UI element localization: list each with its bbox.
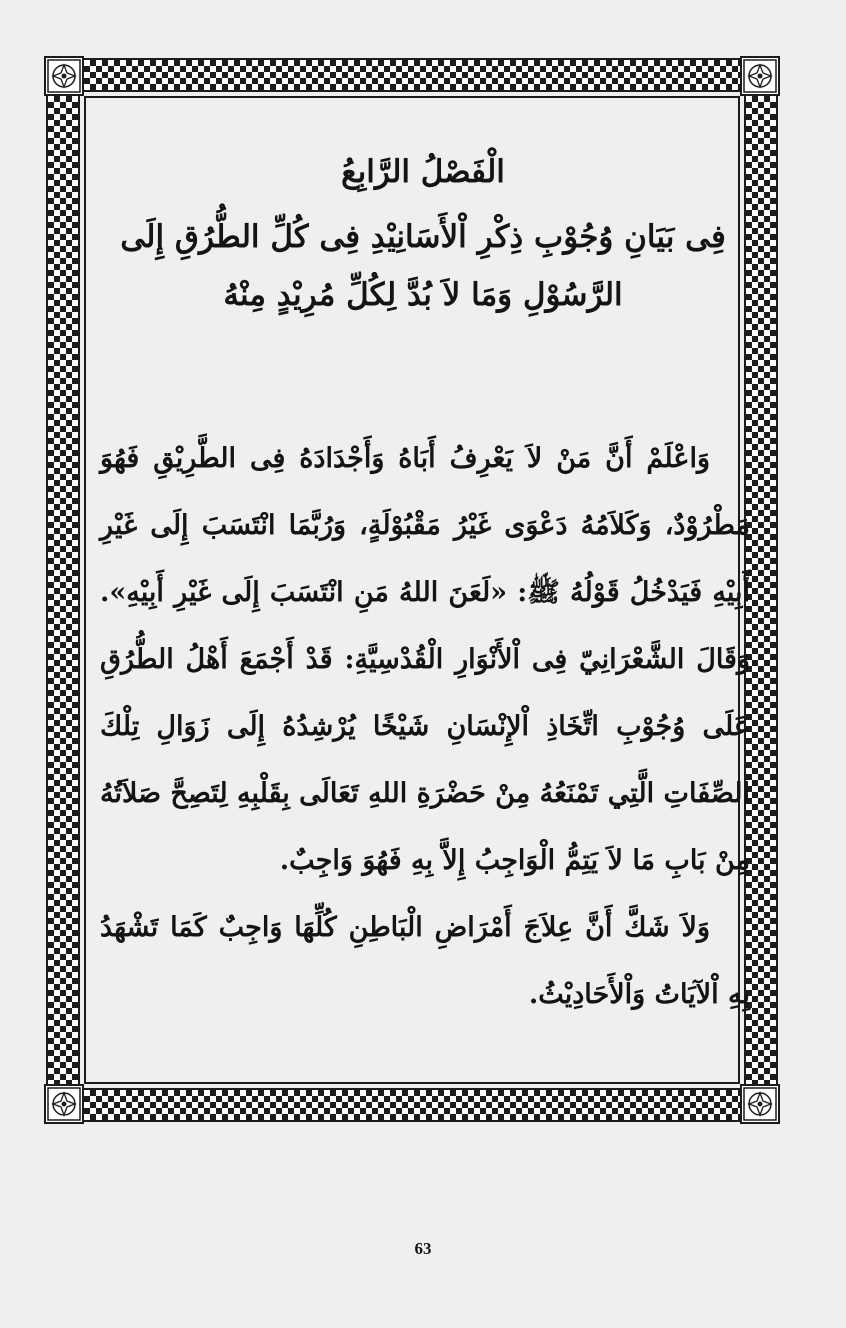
chapter-title: الْفَصْلُ الرَّابِعُ <box>341 154 505 190</box>
paragraph: وَاعْلَمْ أَنَّ مَنْ لاَ يَعْرِفُ أَبَاهُ وَأَجْدَادَهُ فِى الطَّرِيْقِ فَهُوَ مَطْرُوْدٌ، وَكَلاَمُهُ دَعْوَى غَيْرُ مَقْبُوْلَةٍ، وَرُبَّمَا انْتَسَبَ إِلَى غَيْرِ أَبِيْهِ فَيَدْخُلُ قَوْلُهُ ﷺ: «لَعَنَ اللهُ مَنِ انْتَسَبَ إِلَى غَيْرِ أَبِيْهِ». وَقَالَ الشَّعْرَانِيّ فِى اْلأَنْوَارِ الْقُدْسِيَّةِ: قَدْ أَجْمَعَ أَهْلُ الطُّرُقِ عَلَى وُجُوْبِ اتِّخَاذِ اْلإِنْسَانِ شَيْخًا يُرْشِدُهُ إِلَى زَوَالِ تِلْكَ الصِّفَاتِ الَّتِي تَمْنَعُهُ مِنْ حَضْرَةِ اللهِ تَعَالَى بِقَلْبِهِ لِتَصِحَّ صَلاَتُهُ مِنْ بَابِ مَا لاَ يَتِمُّ الْوَاجِبُ إِلاَّ بِهِ فَهُوَ وَاجِبٌ. <box>100 443 750 876</box>
chapter-subtitle: فِى بَيَانِ وُجُوْبِ ذِكْرِ اْلأَسَانِيْدِ فِى كُلِّ الطُّرُقِ إِلَى الرَّسُوْلِ وَمَا لاَ بُدَّ لِكُلِّ مُرِيْدٍ مِنْهُ <box>120 219 726 313</box>
ornament-rosette-icon <box>740 1084 780 1124</box>
border-bottom <box>84 1090 740 1120</box>
ornament-rosette-icon <box>44 56 84 96</box>
chapter-heading-block <box>96 150 750 324</box>
page-number: 63 <box>414 1239 432 1258</box>
ornament-rosette-icon <box>740 56 780 96</box>
ornament-rosette-icon <box>44 1084 84 1124</box>
border-top <box>84 60 740 90</box>
body-text <box>100 425 750 1028</box>
paragraph: وَلاَ شَكَّ أَنَّ عِلاَجَ أَمْرَاضِ الْبَاطِنِ كُلِّهَا وَاجِبٌ كَمَا تَشْهَدُ بِهِ اْلآيَاتُ وَاْلأَحَادِيْثُ. <box>100 912 750 1010</box>
border-left <box>48 96 78 1084</box>
border-right <box>746 96 776 1084</box>
